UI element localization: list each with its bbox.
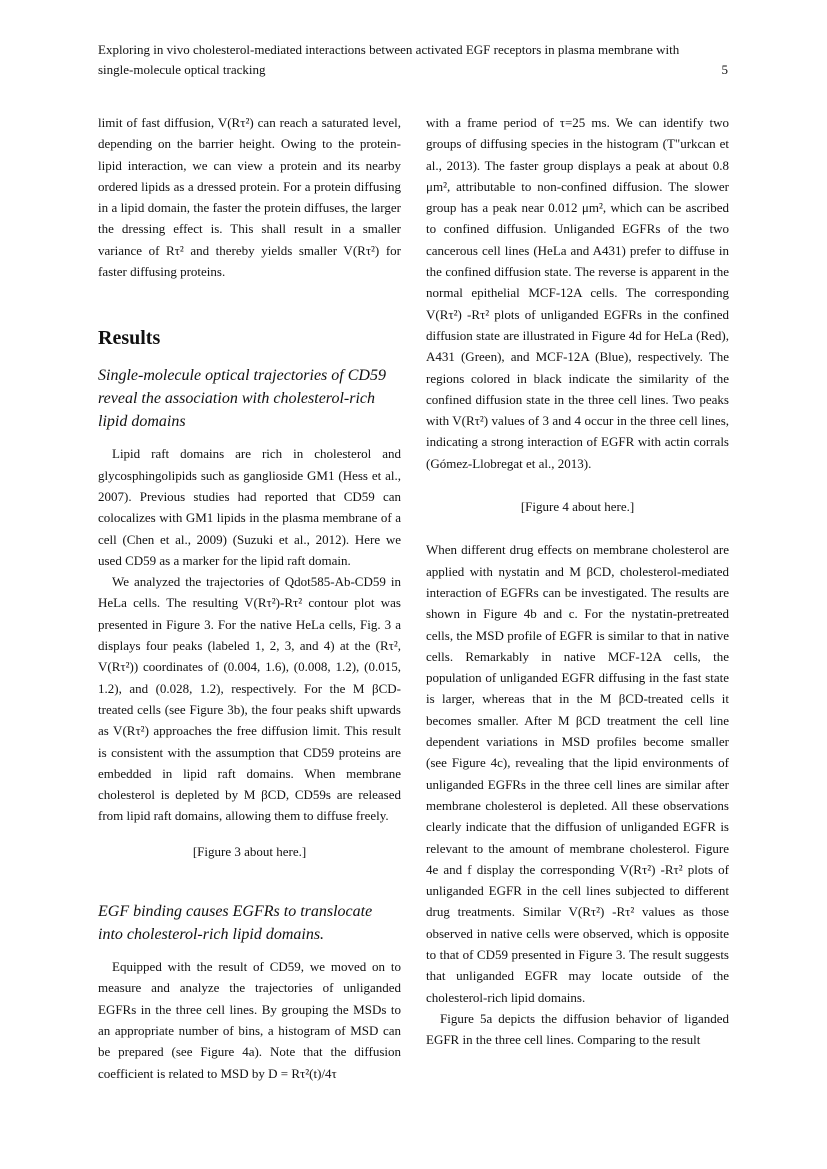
paragraph-intro: limit of fast diffusion, V(Rτ²) can reach a saturated level, depending on the barrier height. Owing to the protein-lipid interaction, we can view a protein and its nearby ordered lipids as a dressed protein. For a protein diffusing in a lipid domain, the faster the protein diffuses, the larger the dressing effect is. This shall result in a smaller variance of Rτ² and thereby yields smaller V(Rτ²) for faster diffusing proteins. — [98, 115, 401, 280]
paragraph-equipped: Equipped with the result of CD59, we moved on to measure and analyze the trajectories of unliganded EGFRs in the three cell lines. By grouping the MSDs to an appropriate number of bins, a histogram of MSD can be prepared (see Figure 4a). Note that the diffusion coefficient is related to MSD by D = Rτ²(t)/4τ — [98, 959, 401, 1081]
left-column — [98, 112, 401, 1084]
paragraph-frame-period: with a frame period of τ=25 ms. We can identify two groups of diffusing species in the histogram (T"urkcan et al., 2013). The faster group displays a peak at about 0.8 μm², attributable to non-confined diffusion. The slower group has a peak near 0.012 μm², which can be ascribed to confined diffusion. Unliganded EGFRs of the two cancerous cell lines (HeLa and A431) prefer to diffuse in the confined diffusion state. The reverse is apparent in the normal epithelial MCF-12A cells. The corresponding V(Rτ²) -Rτ² plots of unliganded EGFRs in the confined diffusion state are illustrated in Figure 4d for HeLa (Red), A431 (Green), and MCF-12A (Blue), respectively. The regions colored in black indicate the similarity of the confined diffusion state in the three cell lines. Two peaks with V(Rτ²) values of 3 and 4 occur in the three cell lines, indicating a strong interaction of EGFR with actin corrals (Gómez-Llobregat et al., 2013). — [426, 115, 729, 471]
right-column — [426, 112, 729, 1050]
running-title-line-2: single-molecule optical tracking — [98, 62, 266, 77]
subsection-title-egf-binding: EGF binding causes EGFRs to translocate into cholesterol-rich lipid domains. — [98, 903, 373, 944]
page-number: 5 — [721, 62, 728, 77]
running-header — [98, 40, 728, 80]
paragraph-lipid-raft: Lipid raft domains are rich in cholesterol and glycosphingolipids such as ganglioside GM1 (Hess et al., 2007). Previous studies had reported that CD59 can colocalizes with GM1 lipids in the plasma membrane of a cell (Chen et al., 2009) (Suzuki et al., 2012). Here we used CD59 as a marker for the lipid raft domain. — [98, 446, 401, 568]
running-title-line-1: Exploring in vivo cholesterol-mediated interactions between activated EGF receptors in plasma membrane with — [98, 42, 680, 57]
section-title-results: Results — [98, 327, 161, 350]
paragraph-analyzed: We analyzed the trajectories of Qdot585-Ab-CD59 in HeLa cells. The resulting V(Rτ²)-Rτ² contour plot was presented in Figure 3. For the native HeLa cells, Fig. 3 a displays four peaks (labeled 1, 2, 3, and 4) at the (Rτ², V(Rτ²)) coordinates of (0.004, 1.6), (0.008, 1.2), (0.015, 1.2), and (0.028, 1.2), respectively. For the M βCD-treated cells (see Figure 3b), the four peaks shift upwards as V(Rτ²) approaches the free diffusion limit. This result is consistent with the assumption that CD59 proteins are embedded in lipid raft domains. When membrane cholesterol is depleted by M βCD, CD59s are released from lipid raft domains, allowing them to diffuse freely. — [98, 574, 401, 824]
paragraph-figure-5: Figure 5a depicts the diffusion behavior of liganded EGFR in the three cell lines. Comparing to the result — [426, 1010, 729, 1048]
figure-4-placeholder: [Figure 4 about here.] — [520, 499, 635, 515]
figure-3-placeholder: [Figure 3 about here.] — [192, 843, 307, 859]
paragraph-drug-effects: When different drug effects on membrane cholesterol are applied with nystatin and M βCD, cholesterol-mediated interaction of EGFRs can be investigated. The results are shown in Figure 4b and c. For the nystatin-pretreated cells, the MSD profile of EGFR is similar to that in native cells. Remarkably in native MCF-12A cells, the population of unliganded EGFR diffusing in the fast state is larger, whereas that in the M βCD-treated cells it becomes smaller. After M βCD treatment the cell line dependent variations in MSD profiles become smaller (see Figure 4c), revealing that the lipid environments of unliganded EGFRs in the three cell lines are similar after membrane cholesterol is depleted. All these observations clearly indicate that the diffusion of unliganded EGFR is relevant to the amount of membrane cholesterol. Figure 4e and f display the corresponding V(Rτ²) -Rτ² plots of unliganded EGFR in the cell lines subjected to different drug treatments. Similar V(Rτ²) -Rτ² values as those observed in native cells were observed, which is opposite to that of CD59 presented in Figure 3. The result suggests that unliganded EGFR may locate outside of the cholesterol-rich lipid domains. — [426, 542, 729, 1005]
subsection-title-cd59: Single-molecule optical trajectories of CD59 reveal the association with cholesterol-rich lipid domains — [98, 367, 386, 431]
spacer — [98, 876, 401, 900]
